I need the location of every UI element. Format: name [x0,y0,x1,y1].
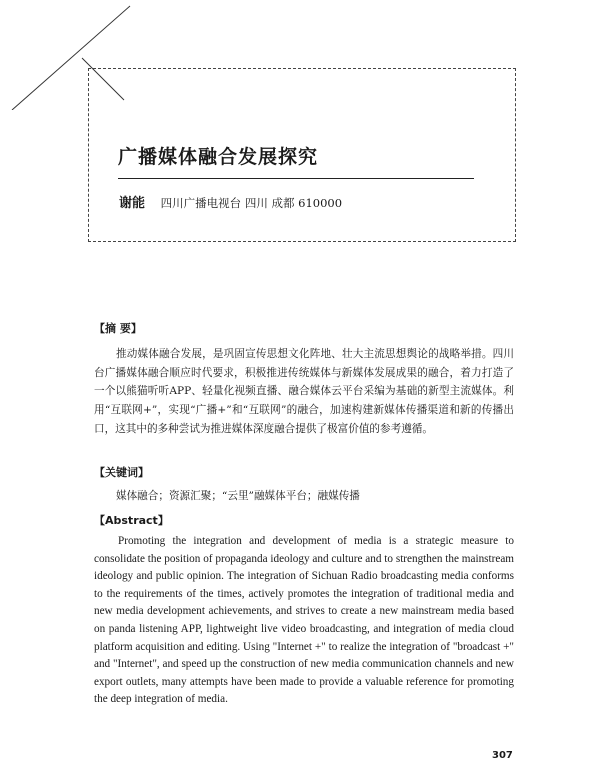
title-divider [118,178,474,179]
keywords-text: 媒体融合；资源汇聚；“云里”融媒体平台；融媒传播 [116,490,360,502]
author-affiliation: 四川广播电视台 四川 成都 610000 [160,196,343,210]
author-name: 谢能 [119,196,146,211]
abstract-cn-heading: 【摘 要】 [94,322,142,335]
article-title: 广播媒体融合发展探究 [118,146,319,168]
keywords-heading: 【关键词】 [94,466,149,479]
abstract-en-heading: 【Abstract】 [94,514,169,527]
page-number: 307 [492,750,513,761]
abstract-cn-text: 推动媒体融合发展，是巩固宣传思想文化阵地、壮大主流思想舆论的战略举措。四川台广播媒体融合顺应时代要求，积极推进传统媒体与新媒体发展成果的融合，着力打造了一个以熊猫听听APP、轻量化视频直播、融合媒体云平台采编为基础的新型主流媒体。利用“互联网+”，实现“广播+”和“互联网”的融合，加速构建新媒体传播渠道和新的传播出口，这其中的多种尝试为推进媒体深度融合提供了极富价值的参考遵循。 [94,348,514,435]
author-line [119,192,342,211]
abstract-en-text: Promoting the integration and development of media is a strategic measure to consolidate the position of propaganda ideology and culture and to strengthen the mainstream ideology and public opinion. The integration of Sichuan Radio broadcasting media conforms to the requirements of the times, actively promotes the integration of traditional media and new media development achievements, and strives to create a new mainstream media based on panda listening APP, lightweight live video broadcasting, and integration of media cloud platform acquisition and editing. Using "Internet +" to realize the integration of "broadcast +" and "Internet", and speed up the construction of new media communication channels and new export outlets, many attempts have been made to provide a valuable reference for promoting the deep integration of media. [94,535,514,706]
